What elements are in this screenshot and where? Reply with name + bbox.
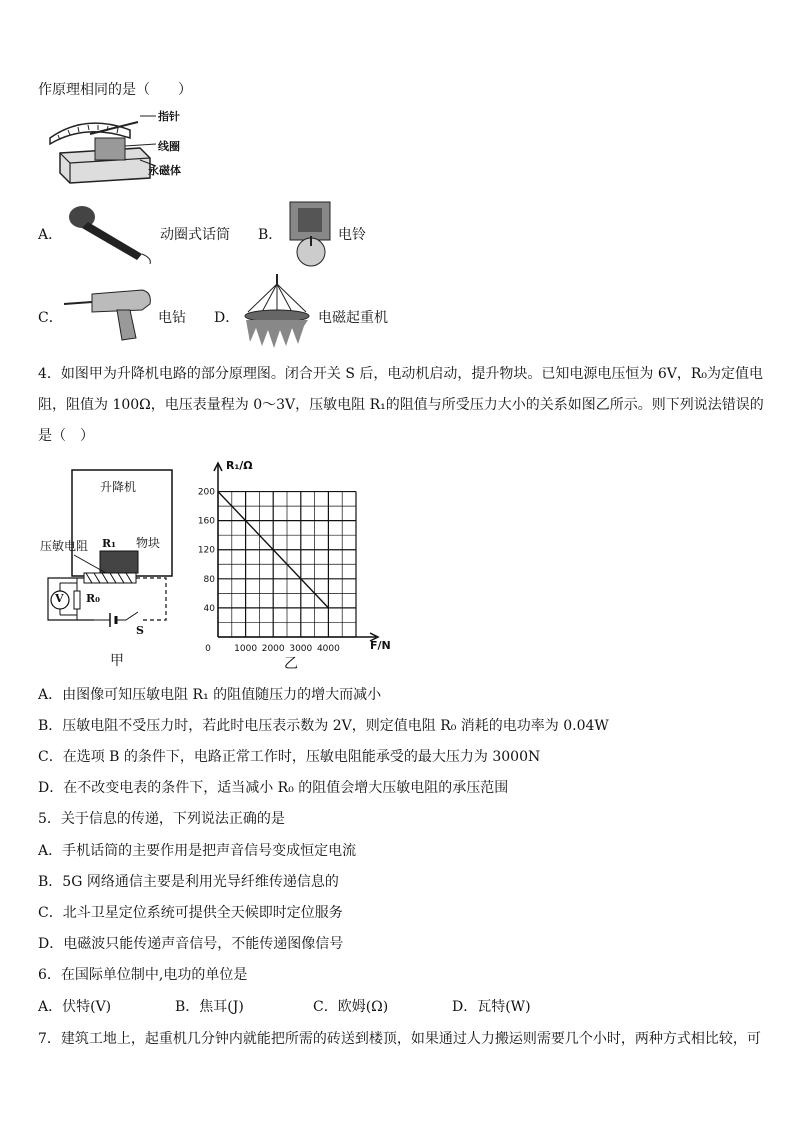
jia-s-label: S xyxy=(136,624,144,637)
q3-option-a-caption: 动圈式话筒 xyxy=(160,227,230,243)
chart-x-tick-label: 1000 xyxy=(234,644,258,654)
q4-stem-line3: 是（ ） xyxy=(38,428,94,444)
jia-r0-label: R₀ xyxy=(86,592,100,605)
q3-option-a-letter: A． xyxy=(38,227,63,243)
jia-r1-label: R₁ xyxy=(102,537,116,550)
q3-option-d-caption: 电磁起重机 xyxy=(318,310,388,326)
q3-option-c-caption: 电钻 xyxy=(158,310,186,326)
chart-y-tick-label: 80 xyxy=(203,574,215,585)
q3-option-b-caption: 电铃 xyxy=(338,227,366,243)
q5-option-a: A．手机话筒的主要作用是把声音信号变成恒定电流 xyxy=(38,843,357,859)
chart-y-tick-label: 160 xyxy=(197,516,215,527)
q3-option-b-letter: B． xyxy=(258,227,283,243)
q6-option-c: C．欧姆(Ω) xyxy=(313,999,389,1015)
chart-x-tick-label: 3000 xyxy=(289,644,313,654)
jia-sensor-label: 压敏电阻 xyxy=(40,539,89,553)
electric-drill-picture xyxy=(62,282,156,342)
q4-option-a: A．由图像可知压敏电阻 R₁ 的阻值随压力的增大而减小 xyxy=(38,687,382,703)
q5-stem: 5．关于信息的传递，下列说法正确的是 xyxy=(38,811,285,827)
q3-stem-tail: 作原理相同的是（ ） xyxy=(38,82,192,98)
q3-option-c-letter: C． xyxy=(38,310,63,326)
chart-xlabel: F/N xyxy=(370,639,391,652)
chart-x-tick-label: 0 xyxy=(205,644,211,654)
jia-block-label: 物块 xyxy=(136,536,161,550)
q4-option-d: D．在不改变电表的条件下，适当减小 R₀ 的阻值会增大压敏电阻的承压范围 xyxy=(38,780,509,796)
electromagnetic-crane-picture xyxy=(240,272,314,350)
jia-v-label: V xyxy=(55,592,64,605)
q4-stem-line1: 4．如图甲为升降机电路的部分原理图。闭合开关 S 后，电动机启动，提升物块。已知电源电压恒为 6V，R₀为定值电 xyxy=(38,366,764,382)
q5-option-c: C．北斗卫星定位系统可提供全天候即时定位服务 xyxy=(38,905,343,921)
chart-x-tick-label: 2000 xyxy=(261,644,285,654)
q7-stem: 7．建筑工地上，起重机几分钟内就能把所需的砖送到楼顶，如果通过人力搬运则需要几个小时，两种方式相比较，可 xyxy=(38,1031,761,1047)
label-magnet: 永磁体 xyxy=(148,164,181,177)
jia-title: 升降机 xyxy=(100,480,137,494)
label-coil: 线圈 xyxy=(158,140,180,153)
q3-option-d-letter: D． xyxy=(214,310,240,326)
q5-option-b: B．5G 网络通信主要是利用光导纤维传递信息的 xyxy=(38,874,339,890)
q4-stem-line2: 阻，阻值为 100Ω，电压表量程为 0～3V，压敏电阻 R₁的阻值与所受压力大小的关系如图乙所示。则下列说法错误的 xyxy=(38,397,764,413)
label-pointer: 指针 xyxy=(158,110,180,123)
electric-bell-picture xyxy=(286,200,336,270)
chart-y-tick-label: 40 xyxy=(203,603,215,614)
chart-x-tick-label: 4000 xyxy=(316,644,340,654)
figure-yi-chart xyxy=(192,455,392,660)
q6-option-a: A．伏特(V) xyxy=(38,999,112,1015)
chart-y-tick-label: 200 xyxy=(197,487,215,498)
yi-caption: 乙 xyxy=(284,656,298,672)
q4-option-c: C．在选项 B 的条件下，电路正常工作时，压敏电阻能承受的最大压力为 3000N xyxy=(38,749,541,765)
q4-option-b: B．压敏电阻不受压力时，若此时电压表示数为 2V，则定值电阻 R₀ 消耗的电功率为 0.04W xyxy=(38,718,609,734)
microphone-picture xyxy=(62,202,156,264)
q5-option-d: D．电磁波只能传递声音信号，不能传递图像信号 xyxy=(38,936,344,952)
q6-option-b: B．焦耳(J) xyxy=(175,999,244,1015)
q6-option-d: D．瓦特(W) xyxy=(452,999,531,1015)
chart-ylabel: R₁/Ω xyxy=(226,459,253,472)
chart-y-tick-label: 120 xyxy=(197,545,215,556)
jia-caption: 甲 xyxy=(110,653,124,669)
q6-stem: 6．在国际单位制中,电功的单位是 xyxy=(38,967,248,983)
